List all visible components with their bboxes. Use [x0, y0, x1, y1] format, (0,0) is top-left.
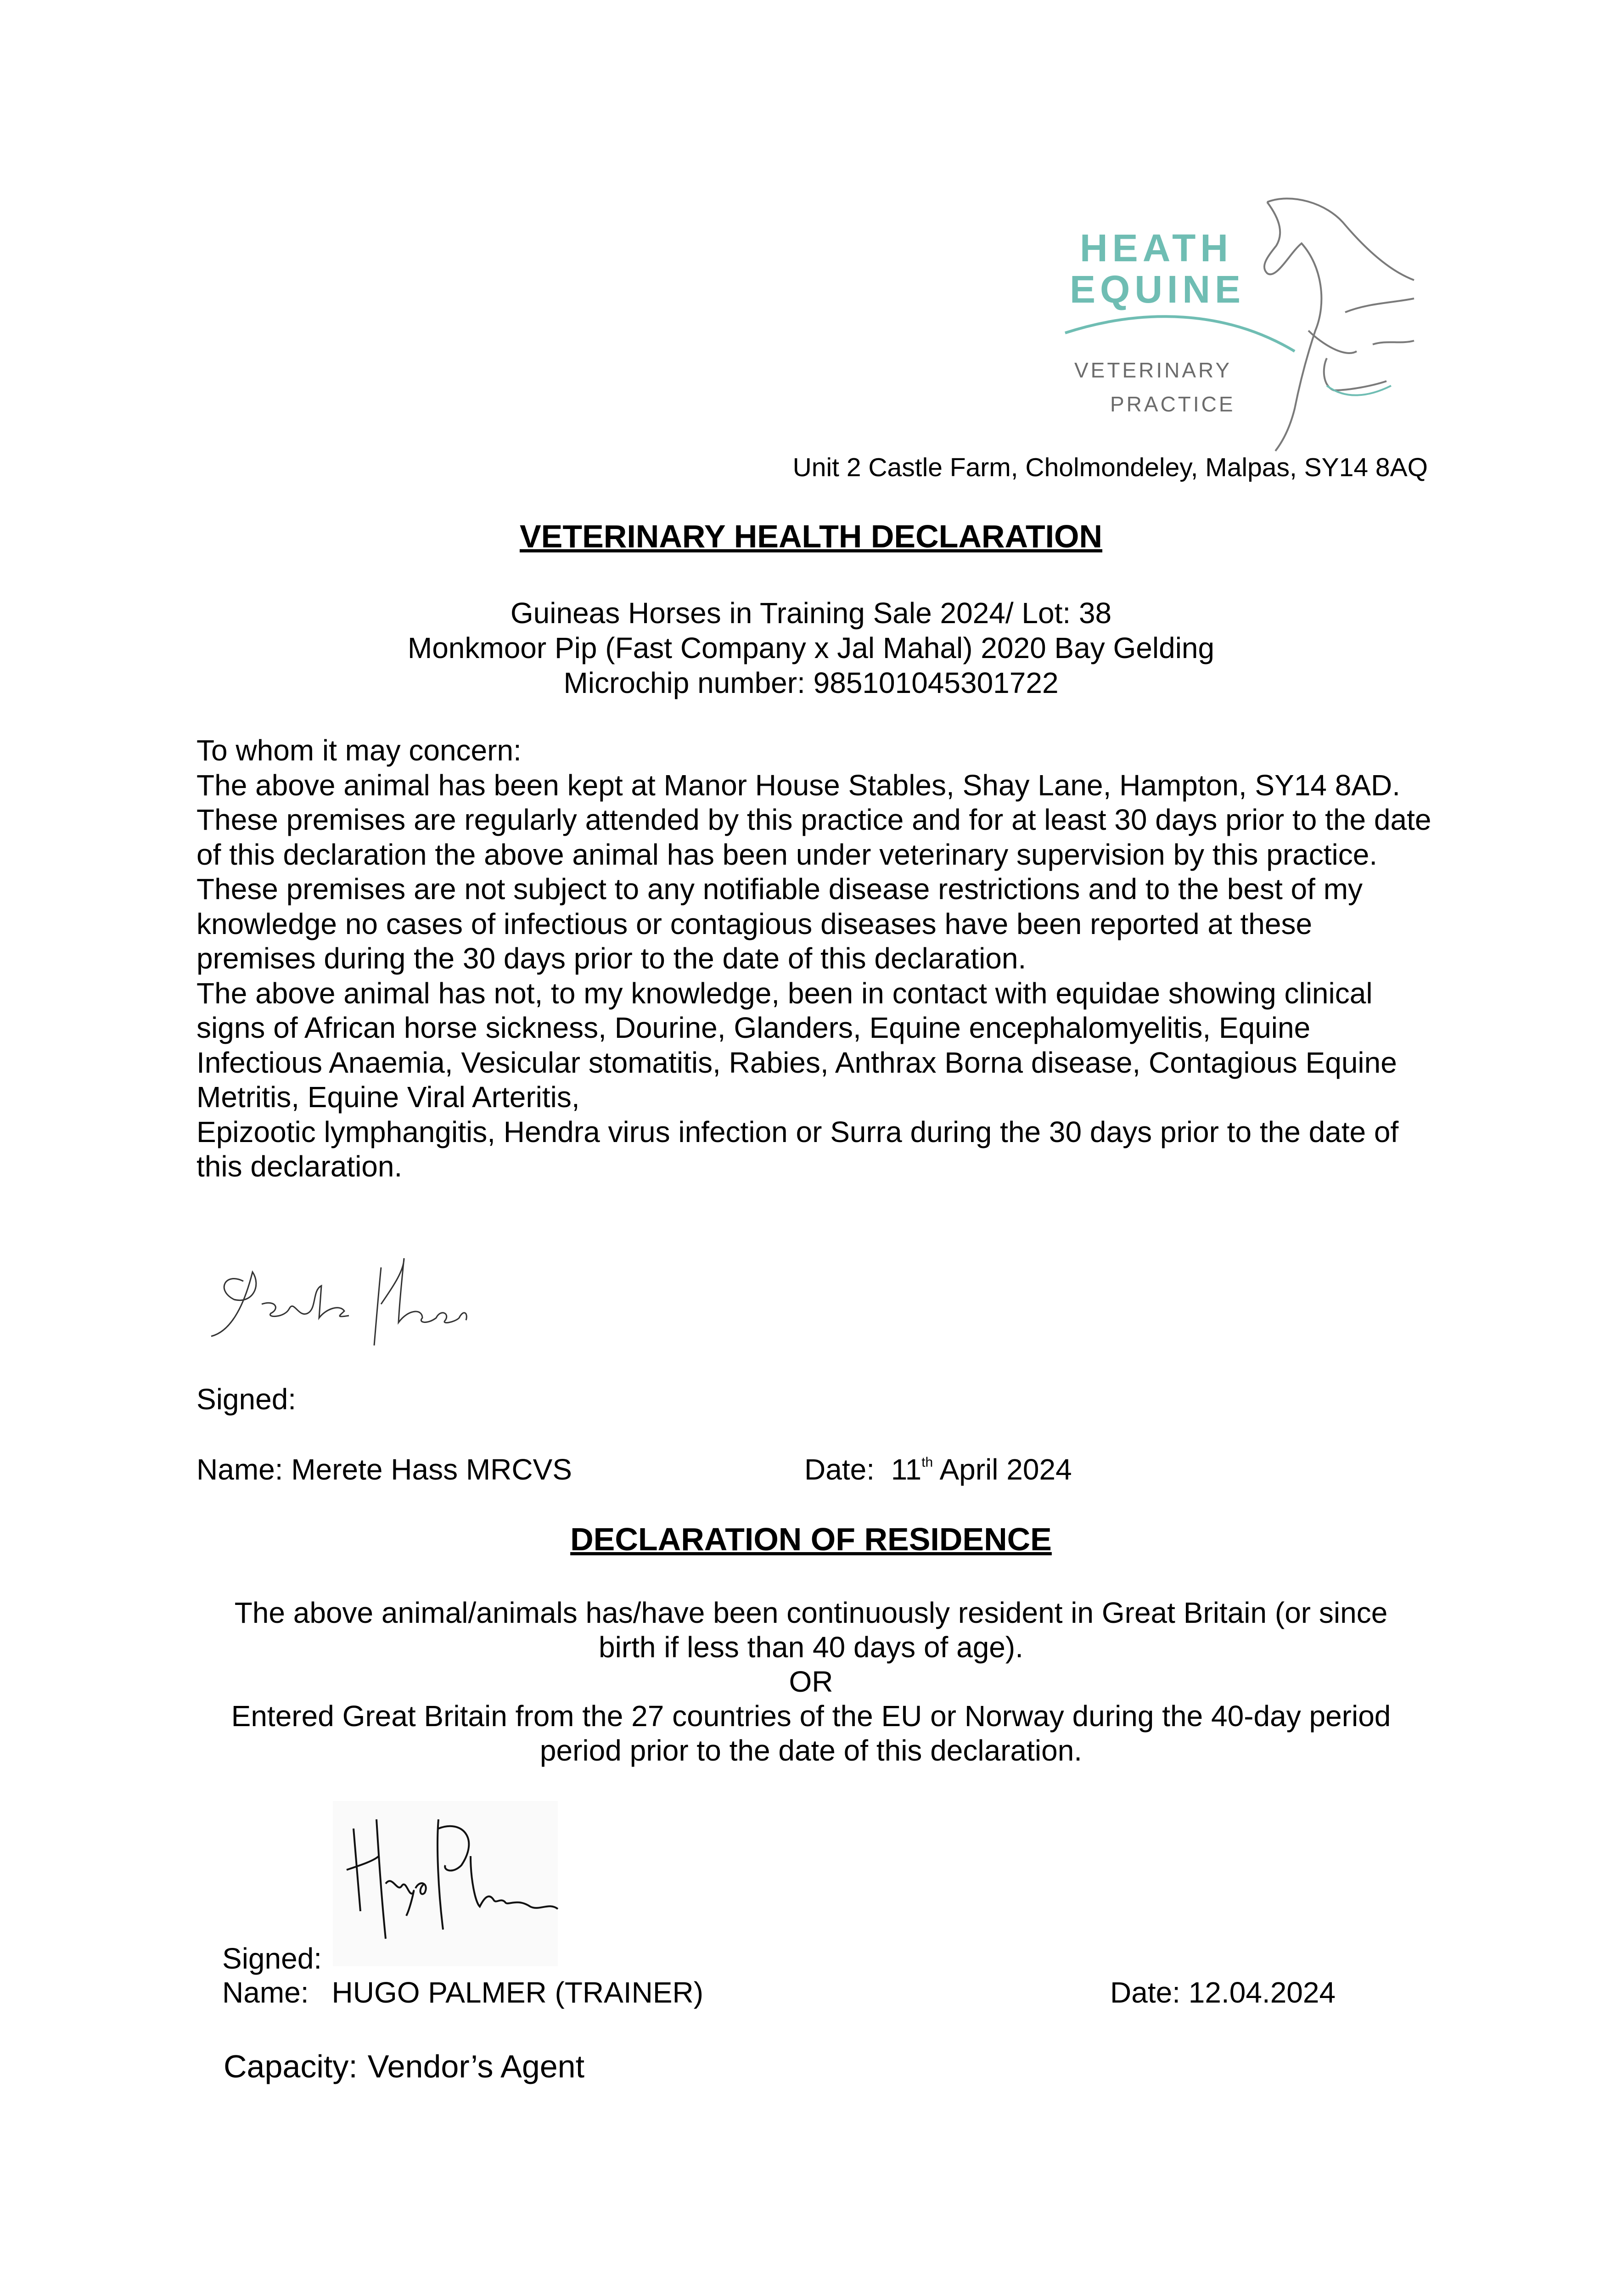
trainer-signed-label: Signed:	[222, 1942, 322, 1975]
lot-horse-line: Monkmoor Pip (Fast Company x Jal Mahal) 2020 Bay Gelding	[407, 631, 1215, 664]
residence-line-2: Entered Great Britain from the 27 countries of the EU or Norway during the 40-day period period prior to the date of this declaration.	[231, 1699, 1391, 1767]
residence-or: OR	[789, 1665, 833, 1698]
trainer-date: Date: 12.04.2024	[1110, 1976, 1336, 2009]
trainer-capacity	[224, 2048, 584, 2085]
residence-line-1: The above animal/animals has/have been continuously resident in Great Britain (or since birth if less than 40 days of age).	[234, 1596, 1388, 1664]
body-paragraph-3: The above animal has not, to my knowledge, been in contact with equidae showing clinical signs of African horse sickness, Dourine, Glanders, Equine encephalomyelitis, Equine Infectious Anaemia, Vesicular stomatitis, Rabies, Anthrax Borna disease, Contagious Equine Metritis, Equine Viral Arteritis,	[196, 976, 1397, 1114]
trainer-name	[222, 1975, 703, 2009]
practice-address: Unit 2 Castle Farm, Cholmondeley, Malpas, SY14 8AQ	[792, 453, 1428, 482]
trainer-name-value: HUGO PALMER (TRAINER)	[331, 1976, 704, 2009]
logo-practice: PRACTICE	[1110, 392, 1235, 416]
vet-date-day: 11	[891, 1453, 922, 1486]
vet-signature	[207, 1254, 473, 1350]
residence-declaration-title: DECLARATION OF RESIDENCE	[570, 1521, 1052, 1557]
trainer-name-label: Name:	[222, 1976, 309, 2009]
lot-microchip-line: Microchip number: 985101045301722	[563, 666, 1059, 699]
body-paragraph-2: These premises are not subject to any notifiable disease restrictions and to the best of my knowledge no cases of infectious or contagious diseases have been reported at these premises during the 30 days prior to the date of this declaration.	[196, 872, 1363, 975]
practice-logo	[1051, 193, 1428, 455]
vet-name: Name: Merete Hass MRCVS	[196, 1453, 572, 1486]
health-declaration-title: VETERINARY HEALTH DECLARATION	[519, 518, 1103, 554]
lot-details	[0, 596, 1622, 700]
logo-heath: HEATH	[1080, 226, 1233, 270]
logo-veterinary: VETERINARY	[1074, 358, 1232, 382]
body-paragraph-1: The above animal has been kept at Manor House Stables, Shay Lane, Hampton, SY14 8AD. These premises are regularly attended by this practice and for at least 30 days prior to the date of this declaration the above animal has been under veterinary supervision by this practice.	[196, 768, 1431, 871]
capacity-label: Capacity:	[224, 2048, 358, 2084]
capacity-value: Vendor’s Agent	[367, 2048, 585, 2084]
logo-equine: EQUINE	[1070, 268, 1246, 311]
vet-date-suffix: th	[921, 1455, 933, 1470]
vet-date	[804, 1452, 1072, 1486]
trainer-signature	[333, 1801, 562, 1971]
residence-text	[202, 1596, 1420, 1768]
declaration-body	[196, 733, 1431, 1184]
vet-date-label: Date:	[804, 1453, 875, 1486]
vet-signed-label: Signed:	[196, 1383, 297, 1416]
lot-sale-line: Guineas Horses in Training Sale 2024/ Lot: 38	[510, 597, 1112, 630]
body-paragraph-4: Epizootic lymphangitis, Hendra virus infection or Surra during the 30 days prior to the date of this declaration.	[196, 1115, 1399, 1183]
salutation: To whom it may concern:	[196, 734, 522, 767]
vet-date-rest: April 2024	[939, 1453, 1072, 1486]
